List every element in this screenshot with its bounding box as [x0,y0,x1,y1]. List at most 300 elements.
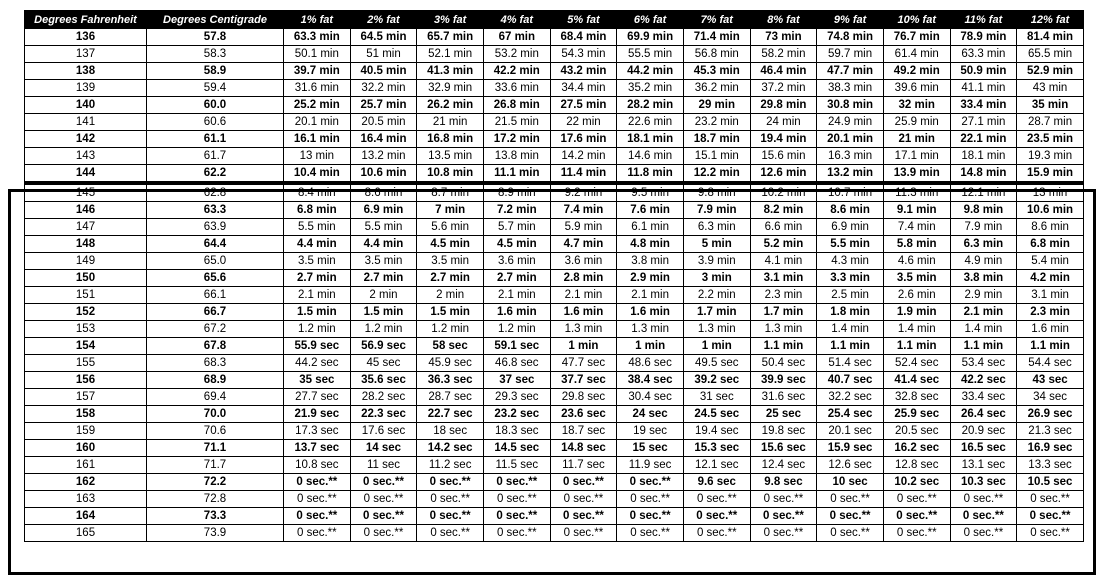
time-cell: 4.4 min [350,236,417,253]
centigrade-cell: 59.4 [147,80,284,97]
time-cell: 52.1 min [417,46,484,63]
time-cell: 13.2 min [817,165,884,184]
time-cell: 15 sec [617,440,684,457]
time-cell: 28.7 min [1017,114,1084,131]
time-cell: 3 min [683,270,750,287]
time-cell: 14 sec [350,440,417,457]
time-cell: 8.7 min [417,183,484,202]
fahrenheit-cell: 152 [25,304,147,321]
time-cell: 39.7 min [284,63,351,80]
time-cell: 56.8 min [683,46,750,63]
time-cell: 6.8 min [1017,236,1084,253]
time-cell: 0 sec.** [817,525,884,542]
time-cell: 1 min [617,338,684,355]
time-cell: 1 min [550,338,617,355]
fahrenheit-cell: 148 [25,236,147,253]
table-row [25,423,1084,440]
fahrenheit-cell: 146 [25,202,147,219]
time-cell: 43 sec [1017,372,1084,389]
table-row [25,236,1084,253]
time-cell: 28.2 min [617,97,684,114]
time-cell: 12.4 sec [750,457,817,474]
time-cell: 5.5 min [350,219,417,236]
time-cell: 0 sec.** [350,491,417,508]
time-cell: 52.9 min [1017,63,1084,80]
fahrenheit-cell: 159 [25,423,147,440]
table-row [25,440,1084,457]
time-cell: 0 sec.** [483,508,550,525]
time-cell: 47.7 sec [550,355,617,372]
time-cell: 10.2 min [750,183,817,202]
time-cell: 29.8 min [750,97,817,114]
time-cell: 20.1 sec [817,423,884,440]
time-cell: 9.8 min [950,202,1017,219]
time-cell: 44.2 sec [284,355,351,372]
time-cell: 17.3 sec [284,423,351,440]
time-cell: 2 min [350,287,417,304]
centigrade-cell: 60.6 [147,114,284,131]
time-cell: 42.2 sec [950,372,1017,389]
time-cell: 32.2 sec [817,389,884,406]
table-row [25,80,1084,97]
time-cell: 6.3 min [683,219,750,236]
time-cell: 13.3 sec [1017,457,1084,474]
time-cell: 1.3 min [750,321,817,338]
fahrenheit-cell: 153 [25,321,147,338]
time-cell: 2.7 min [483,270,550,287]
time-cell: 11.1 min [483,165,550,184]
time-cell: 20.5 sec [883,423,950,440]
time-cell: 26.8 min [483,97,550,114]
time-cell: 19.4 sec [683,423,750,440]
time-cell: 4.7 min [550,236,617,253]
table-header [25,11,1084,29]
time-cell: 21.5 min [483,114,550,131]
time-cell: 18.1 min [950,148,1017,165]
time-cell: 13.2 min [350,148,417,165]
fahrenheit-cell: 142 [25,131,147,148]
time-cell: 0 sec.** [350,474,417,491]
time-cell: 67 min [483,29,550,46]
time-cell: 5.5 min [817,236,884,253]
table-row [25,165,1084,184]
centigrade-cell: 69.4 [147,389,284,406]
time-cell: 31.6 min [284,80,351,97]
header-row [25,11,1084,29]
fahrenheit-cell: 137 [25,46,147,63]
time-cell: 8.4 min [284,183,351,202]
time-cell: 37 sec [483,372,550,389]
centigrade-cell: 65.0 [147,253,284,270]
time-cell: 0 sec.** [417,474,484,491]
time-cell: 40.5 min [350,63,417,80]
time-cell: 63.3 min [284,29,351,46]
time-cell: 36.2 min [683,80,750,97]
time-cell: 0 sec.** [1017,508,1084,525]
time-cell: 1.7 min [750,304,817,321]
time-cell: 14.5 sec [483,440,550,457]
centigrade-cell: 58.9 [147,63,284,80]
table-row [25,491,1084,508]
time-cell: 21.3 sec [1017,423,1084,440]
header-cell: 7% fat [683,11,750,29]
time-cell: 2.1 min [617,287,684,304]
header-cell: 10% fat [883,11,950,29]
time-cell: 6.1 min [617,219,684,236]
time-cell: 0 sec.** [550,525,617,542]
time-cell: 27.7 sec [284,389,351,406]
time-cell: 9.5 min [617,183,684,202]
time-cell: 28.2 sec [350,389,417,406]
time-cell: 8.6 min [817,202,884,219]
time-cell: 21 min [417,114,484,131]
time-cell: 43.2 min [550,63,617,80]
time-cell: 2.5 min [817,287,884,304]
table-row [25,46,1084,63]
time-cell: 16.3 min [817,148,884,165]
time-cell: 13.9 min [883,165,950,184]
time-cell: 22 min [550,114,617,131]
time-cell: 16.9 sec [1017,440,1084,457]
time-cell: 38.4 sec [617,372,684,389]
centigrade-cell: 66.7 [147,304,284,321]
time-cell: 41.4 sec [883,372,950,389]
time-cell: 26.2 min [417,97,484,114]
time-cell: 50.9 min [950,63,1017,80]
table-row [25,321,1084,338]
time-cell: 10 sec [817,474,884,491]
table-body [25,29,1084,542]
time-cell: 11.3 min [883,183,950,202]
time-cell: 5.8 min [883,236,950,253]
time-cell: 0 sec.** [1017,525,1084,542]
time-cell: 15.3 sec [683,440,750,457]
fahrenheit-cell: 157 [25,389,147,406]
time-cell: 27.5 min [550,97,617,114]
time-cell: 32 min [883,97,950,114]
time-cell: 0 sec.** [550,508,617,525]
time-cell: 0 sec.** [750,491,817,508]
time-cell: 10.8 min [417,165,484,184]
table-row [25,508,1084,525]
time-cell: 3.5 min [883,270,950,287]
time-cell: 55.5 min [617,46,684,63]
header-cell: 1% fat [284,11,351,29]
fahrenheit-cell: 138 [25,63,147,80]
time-cell: 71.4 min [683,29,750,46]
time-cell: 3.9 min [683,253,750,270]
pasteurization-table [24,10,1084,542]
time-cell: 0 sec.** [483,491,550,508]
time-cell: 21.9 sec [284,406,351,423]
time-cell: 26.9 sec [1017,406,1084,423]
time-cell: 17.1 min [883,148,950,165]
centigrade-cell: 68.9 [147,372,284,389]
time-cell: 2.7 min [350,270,417,287]
time-cell: 74.8 min [817,29,884,46]
time-cell: 33.6 min [483,80,550,97]
time-cell: 4.3 min [817,253,884,270]
time-cell: 3.5 min [417,253,484,270]
time-cell: 28.7 sec [417,389,484,406]
time-cell: 25.4 sec [817,406,884,423]
time-cell: 9.8 min [683,183,750,202]
time-cell: 3.1 min [750,270,817,287]
fahrenheit-cell: 165 [25,525,147,542]
time-cell: 5.9 min [550,219,617,236]
time-cell: 1.2 min [284,321,351,338]
centigrade-cell: 65.6 [147,270,284,287]
time-cell: 29.3 sec [483,389,550,406]
time-cell: 25.9 min [883,114,950,131]
time-cell: 9.8 sec [750,474,817,491]
time-cell: 0 sec.** [284,474,351,491]
time-cell: 18.7 sec [550,423,617,440]
time-cell: 26.4 sec [950,406,1017,423]
time-cell: 2.2 min [683,287,750,304]
time-cell: 10.2 sec [883,474,950,491]
time-cell: 42.2 min [483,63,550,80]
header-cell: 9% fat [817,11,884,29]
header-cell: 11% fat [950,11,1017,29]
time-cell: 0 sec.** [1017,491,1084,508]
time-cell: 0 sec.** [950,491,1017,508]
time-cell: 1.5 min [284,304,351,321]
time-cell: 10.3 sec [950,474,1017,491]
time-cell: 13.5 min [417,148,484,165]
time-cell: 8.2 min [750,202,817,219]
time-cell: 73 min [750,29,817,46]
time-cell: 19.4 min [750,131,817,148]
time-cell: 0 sec.** [550,491,617,508]
time-cell: 24 min [750,114,817,131]
time-cell: 2.9 min [617,270,684,287]
centigrade-cell: 63.3 [147,202,284,219]
time-cell: 1.4 min [817,321,884,338]
time-cell: 16.8 min [417,131,484,148]
time-cell: 10.5 sec [1017,474,1084,491]
time-cell: 1.2 min [483,321,550,338]
table-row [25,474,1084,491]
time-cell: 2.1 min [950,304,1017,321]
centigrade-cell: 71.1 [147,440,284,457]
time-cell: 13 min [1017,183,1084,202]
time-cell: 1.3 min [683,321,750,338]
time-cell: 2 min [417,287,484,304]
time-cell: 2.8 min [550,270,617,287]
time-cell: 8.6 min [1017,219,1084,236]
time-cell: 11.8 min [617,165,684,184]
time-cell: 33.4 min [950,97,1017,114]
centigrade-cell: 61.1 [147,131,284,148]
time-cell: 5.7 min [483,219,550,236]
time-cell: 54.4 sec [1017,355,1084,372]
time-cell: 1.7 min [683,304,750,321]
time-cell: 1.4 min [950,321,1017,338]
header-cell: 8% fat [750,11,817,29]
header-cell: 4% fat [483,11,550,29]
fahrenheit-cell: 154 [25,338,147,355]
time-cell: 22.3 sec [350,406,417,423]
fahrenheit-cell: 139 [25,80,147,97]
time-cell: 3.8 min [950,270,1017,287]
fahrenheit-cell: 163 [25,491,147,508]
fahrenheit-cell: 158 [25,406,147,423]
time-cell: 31.6 sec [750,389,817,406]
time-cell: 13.7 sec [284,440,351,457]
table-row [25,148,1084,165]
time-cell: 3.8 min [617,253,684,270]
time-cell: 32.9 min [417,80,484,97]
fahrenheit-cell: 164 [25,508,147,525]
time-cell: 9.1 min [883,202,950,219]
time-cell: 48.6 sec [617,355,684,372]
time-cell: 49.2 min [883,63,950,80]
time-cell: 69.9 min [617,29,684,46]
time-cell: 22.7 sec [417,406,484,423]
time-cell: 0 sec.** [350,508,417,525]
fahrenheit-cell: 144 [25,165,147,184]
time-cell: 2.7 min [417,270,484,287]
time-cell: 5.6 min [417,219,484,236]
time-cell: 8.9 min [483,183,550,202]
table-row [25,457,1084,474]
time-cell: 1.3 min [550,321,617,338]
time-cell: 4.9 min [950,253,1017,270]
time-cell: 8.6 min [350,183,417,202]
time-cell: 10.8 sec [284,457,351,474]
time-cell: 46.8 sec [483,355,550,372]
time-cell: 59.7 min [817,46,884,63]
time-cell: 13.8 min [483,148,550,165]
time-cell: 76.7 min [883,29,950,46]
time-cell: 3.1 min [1017,287,1084,304]
time-cell: 45.3 min [683,63,750,80]
time-cell: 65.5 min [1017,46,1084,63]
time-cell: 35 min [1017,97,1084,114]
time-cell: 24.5 sec [683,406,750,423]
time-cell: 0 sec.** [817,491,884,508]
centigrade-cell: 63.9 [147,219,284,236]
time-cell: 15.9 sec [817,440,884,457]
time-cell: 1.1 min [883,338,950,355]
time-cell: 4.1 min [750,253,817,270]
time-cell: 27.1 min [950,114,1017,131]
time-cell: 0 sec.** [750,508,817,525]
time-cell: 25.2 min [284,97,351,114]
time-cell: 0 sec.** [683,525,750,542]
time-cell: 37.2 min [750,80,817,97]
time-cell: 20.9 sec [950,423,1017,440]
time-cell: 0 sec.** [683,491,750,508]
time-cell: 6.8 min [284,202,351,219]
time-cell: 34.4 min [550,80,617,97]
time-cell: 16.1 min [284,131,351,148]
time-cell: 2.1 min [284,287,351,304]
time-cell: 2.3 min [750,287,817,304]
time-cell: 45.9 sec [417,355,484,372]
time-cell: 12.2 min [683,165,750,184]
time-cell: 0 sec.** [483,525,550,542]
time-cell: 53.2 min [483,46,550,63]
time-cell: 33.4 sec [950,389,1017,406]
time-cell: 9.6 sec [683,474,750,491]
time-cell: 0 sec.** [550,474,617,491]
fahrenheit-cell: 140 [25,97,147,114]
fahrenheit-cell: 149 [25,253,147,270]
time-cell: 64.5 min [350,29,417,46]
table-row [25,406,1084,423]
time-cell: 1.1 min [817,338,884,355]
time-cell: 3.5 min [284,253,351,270]
table-row [25,525,1084,542]
header-cell: 12% fat [1017,11,1084,29]
time-cell: 0 sec.** [950,525,1017,542]
table-row [25,202,1084,219]
time-cell: 39.6 min [883,80,950,97]
time-cell: 7.9 min [950,219,1017,236]
time-cell: 2.7 min [284,270,351,287]
time-cell: 55.9 sec [284,338,351,355]
time-cell: 14.8 min [950,165,1017,184]
time-cell: 1.1 min [750,338,817,355]
time-cell: 4.4 min [284,236,351,253]
time-cell: 1.8 min [817,304,884,321]
centigrade-cell: 73.9 [147,525,284,542]
time-cell: 58 sec [417,338,484,355]
time-cell: 7.9 min [683,202,750,219]
time-cell: 12.1 min [950,183,1017,202]
fahrenheit-cell: 156 [25,372,147,389]
time-cell: 18.3 sec [483,423,550,440]
time-cell: 7 min [417,202,484,219]
time-cell: 14.2 min [550,148,617,165]
centigrade-cell: 70.0 [147,406,284,423]
time-cell: 2.1 min [483,287,550,304]
centigrade-cell: 70.6 [147,423,284,440]
header-cell: 2% fat [350,11,417,29]
table-row [25,355,1084,372]
centigrade-cell: 66.1 [147,287,284,304]
time-cell: 10.6 min [350,165,417,184]
table-row [25,63,1084,80]
time-cell: 43 min [1017,80,1084,97]
time-cell: 15.9 min [1017,165,1084,184]
time-cell: 68.4 min [550,29,617,46]
time-cell: 78.9 min [950,29,1017,46]
table-row [25,253,1084,270]
time-cell: 5.5 min [284,219,351,236]
time-cell: 0 sec.** [883,508,950,525]
time-cell: 11.7 sec [550,457,617,474]
time-cell: 19.8 sec [750,423,817,440]
time-cell: 7.4 min [883,219,950,236]
time-cell: 51.4 sec [817,355,884,372]
time-cell: 39.2 sec [683,372,750,389]
centigrade-cell: 62.2 [147,165,284,184]
time-cell: 15.6 sec [750,440,817,457]
time-cell: 37.7 sec [550,372,617,389]
time-cell: 40.7 sec [817,372,884,389]
time-cell: 0 sec.** [817,508,884,525]
time-cell: 21 min [883,131,950,148]
time-cell: 16.2 sec [883,440,950,457]
time-cell: 1.2 min [350,321,417,338]
time-cell: 6.3 min [950,236,1017,253]
time-cell: 22.1 min [950,131,1017,148]
time-cell: 3.3 min [817,270,884,287]
time-cell: 2.3 min [1017,304,1084,321]
